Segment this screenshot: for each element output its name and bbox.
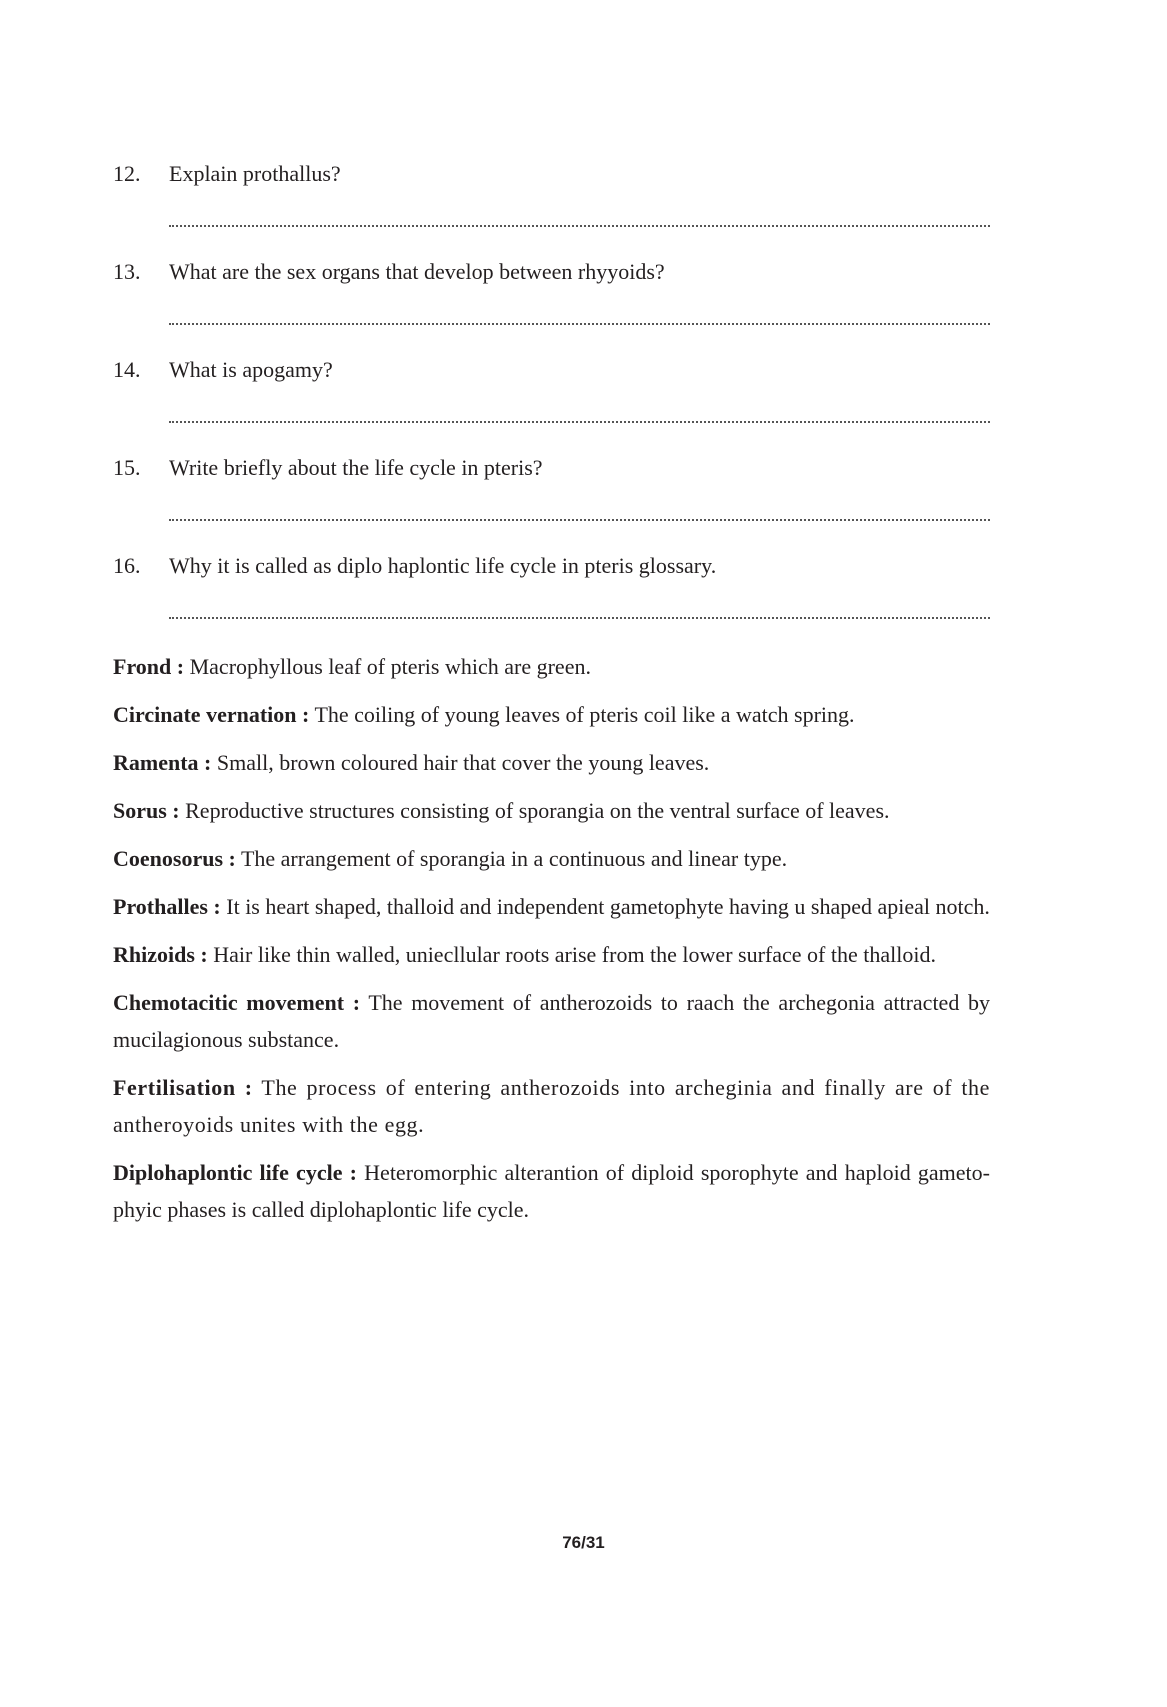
worksheet-page	[113, 158, 990, 1239]
question-item	[113, 550, 990, 582]
glossary-term: Fertilisation :	[113, 1075, 253, 1100]
glossary-definition: Heteromorphic alterantion of diploid sporophyte and haploid gameto-phyic phases is called diplohaplontic life cycle.	[113, 1160, 990, 1222]
glossary-definition: The process of entering antherozoids into archeginia and finally are of the antheroyoids unites with the egg.	[113, 1075, 990, 1137]
question-item	[113, 354, 990, 386]
page-number: 76/31	[562, 1533, 605, 1552]
glossary-term: Frond :	[113, 654, 185, 679]
glossary-entry	[113, 840, 990, 877]
answer-dotted-line	[169, 311, 990, 325]
question-item	[113, 256, 990, 288]
glossary-definition: Reproductive structures consisting of sporangia on the ventral surface of leaves.	[179, 798, 890, 823]
glossary-definition: Hair like thin walled, uniecllular roots arise from the lower surface of the thalloid.	[207, 942, 936, 967]
question-text: What is apogamy?	[169, 357, 333, 382]
glossary-term: Prothalles :	[113, 894, 221, 919]
glossary-term: Sorus :	[113, 798, 180, 823]
question-text: Explain prothallus?	[169, 161, 341, 186]
question-number: 12.	[113, 161, 141, 186]
glossary-definition: Macrophyllous leaf of pteris which are green.	[184, 654, 591, 679]
glossary-term: Circinate vernation :	[113, 702, 310, 727]
glossary-entry	[113, 792, 990, 829]
glossary-definition: The coiling of young leaves of pteris coil like a watch spring.	[309, 702, 855, 727]
question-text: Write briefly about the life cycle in pteris?	[169, 455, 543, 480]
question-text: What are the sex organs that develop between rhyyoids?	[169, 259, 665, 284]
glossary-term: Ramenta :	[113, 750, 212, 775]
question-number: 15.	[113, 455, 141, 480]
glossary-term: Chemotacitic movement :	[113, 990, 361, 1015]
glossary-entry	[113, 744, 990, 781]
glossary-definition: The arrangement of sporangia in a continuous and linear type.	[235, 846, 788, 871]
glossary-definition: The movement of antherozoids to raach the archegonia attracted by mucilagionous substance.	[113, 990, 990, 1052]
answer-dotted-line	[169, 213, 990, 227]
glossary-entry	[113, 1154, 990, 1228]
glossary-term: Diplohaplontic life cycle :	[113, 1160, 357, 1185]
question-list	[113, 158, 990, 619]
glossary-list	[113, 648, 990, 1228]
glossary-entry	[113, 888, 990, 925]
glossary-term: Rhizoids :	[113, 942, 208, 967]
question-item	[113, 452, 990, 484]
answer-dotted-line	[169, 605, 990, 619]
glossary-term: Coenosorus :	[113, 846, 236, 871]
glossary-entry	[113, 1069, 990, 1143]
glossary-entry	[113, 936, 990, 973]
answer-dotted-line	[169, 507, 990, 521]
glossary-definition: It is heart shaped, thalloid and independent gametophyte having u shaped apieal notch.	[220, 894, 990, 919]
glossary-entry	[113, 984, 990, 1058]
question-number: 16.	[113, 553, 141, 578]
glossary-entry	[113, 648, 990, 685]
glossary-definition: Small, brown coloured hair that cover the young leaves.	[211, 750, 710, 775]
answer-dotted-line	[169, 409, 990, 423]
question-item	[113, 158, 990, 190]
question-text: Why it is called as diplo haplontic life cycle in pteris glossary.	[169, 553, 717, 578]
question-number: 13.	[113, 259, 141, 284]
glossary-entry	[113, 696, 990, 733]
question-number: 14.	[113, 357, 141, 382]
